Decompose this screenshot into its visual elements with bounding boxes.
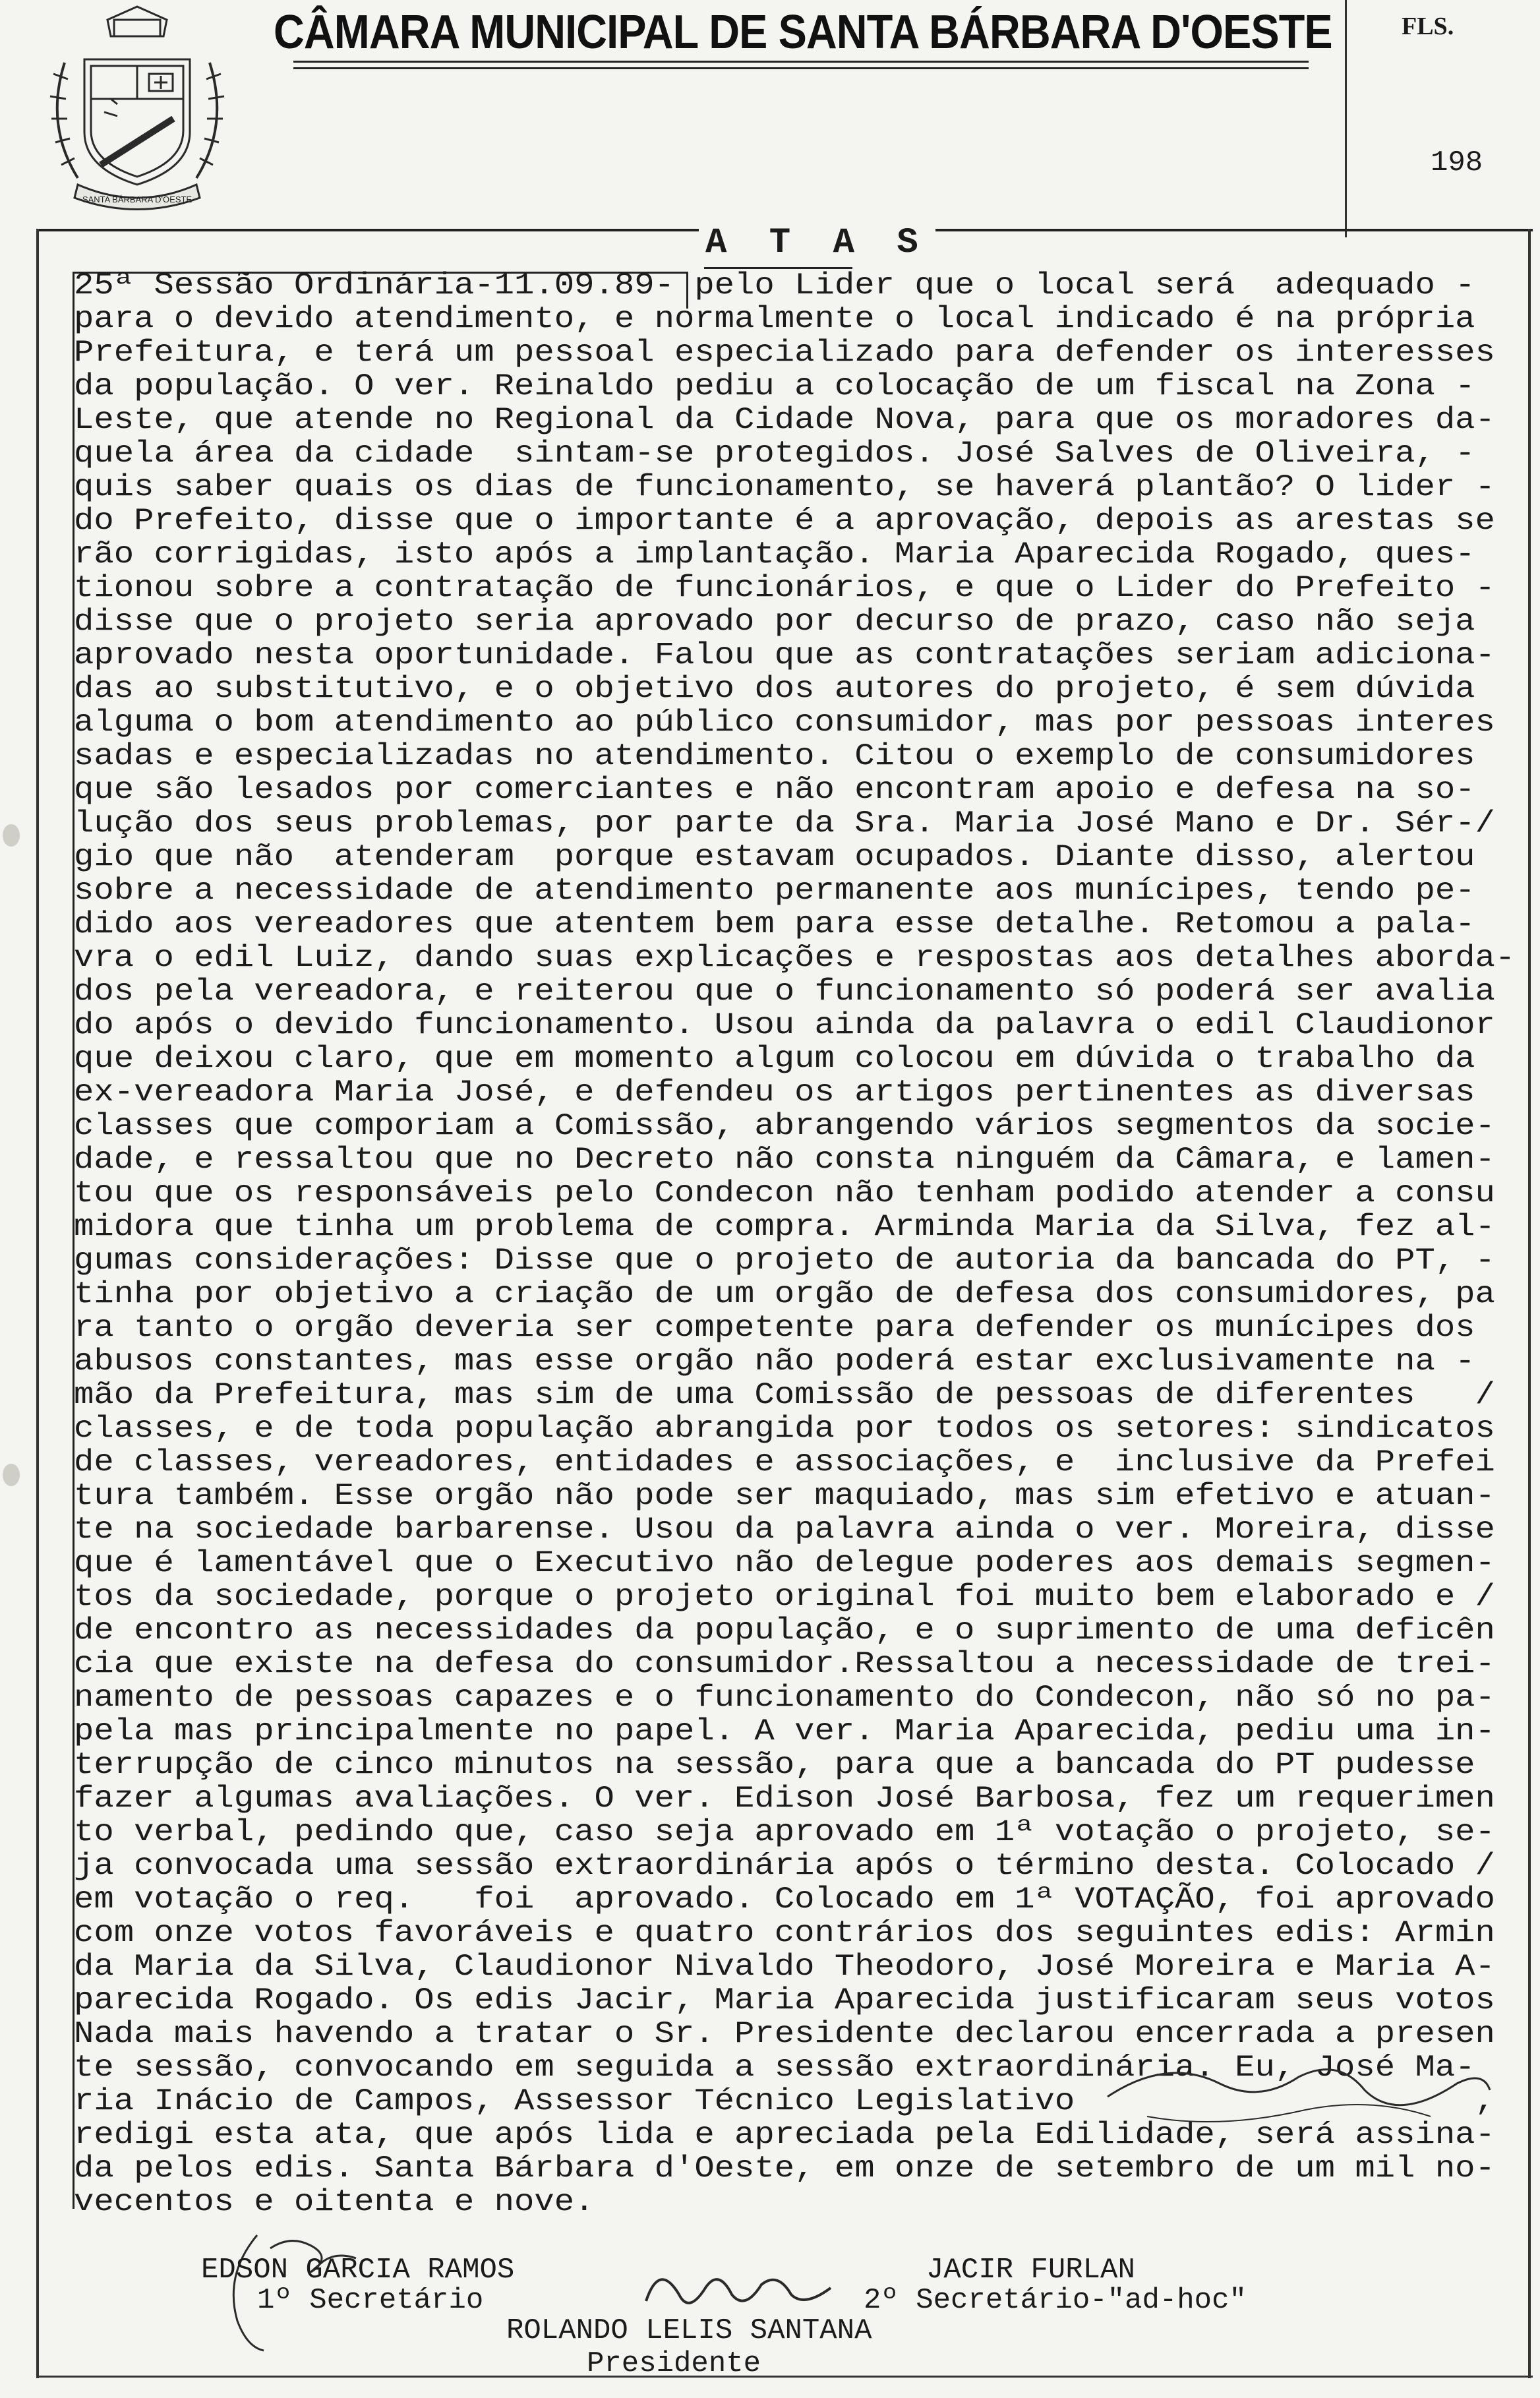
minutes-line: do Prefeito, disse que o importante é a aprovação, depois as arestas se xyxy=(74,504,1495,538)
minutes-line: com onze votos favoráveis e quatro contrários dos seguintes edis: Armin xyxy=(74,1916,1495,1950)
minutes-line: quela área da cidade sintam-se protegidos. José Salves de Oliveira, - xyxy=(74,436,1475,471)
minutes-line: namento de pessoas capazes e o funcionamento do Condecon, não só no pa- xyxy=(74,1681,1495,1715)
minutes-body xyxy=(74,269,1531,2219)
frame-left-border xyxy=(36,229,39,2378)
minutes-line: lução dos seus problemas, por parte da Sra. Maria José Mano e Dr. Sér-/ xyxy=(74,806,1495,841)
first-secretary-title: 1º Secretário xyxy=(257,2284,484,2317)
minutes-line: em votação o req. foi aprovado. Colocado em 1ª VOTAÇÃO, foi aprovado xyxy=(74,1882,1495,1917)
punch-hole-upper xyxy=(3,824,20,847)
minutes-line: da pelos edis. Santa Bárbara d'Oeste, em onze de setembro de um mil no- xyxy=(74,2151,1495,2186)
second-secretary-name: JACIR FURLAN xyxy=(926,2254,1135,2287)
minutes-line: ex-vereadora Maria José, e defendeu os artigos pertinentes as diversas xyxy=(74,1075,1475,1110)
page-number: 198 xyxy=(1431,146,1483,179)
minutes-line: fazer algumas avaliações. O ver. Edison José Barbosa, fez um requerimen xyxy=(74,1782,1495,1816)
minutes-line: da população. O ver. Reinaldo pediu a colocação de um fiscal na Zona - xyxy=(74,369,1475,404)
minutes-line: da Maria da Silva, Claudionor Nivaldo Theodoro, José Moreira e Maria A- xyxy=(74,1950,1495,1984)
minutes-line: do após o devido funcionamento. Usou ainda da palavra o edil Claudionor xyxy=(74,1008,1495,1042)
institution-title: CÂMARA MUNICIPAL DE SANTA BÁRBARA D'OESTE xyxy=(274,6,1332,59)
minutes-line: Nada mais havendo a tratar o Sr. Presidente declarou encerrada a presen xyxy=(74,2017,1495,2051)
title-rule-top xyxy=(293,61,1309,63)
fls-label: FLS. xyxy=(1402,13,1454,40)
frame-bottom-border xyxy=(36,2376,1533,2378)
title-rule-bottom xyxy=(293,67,1309,69)
minutes-line: gumas considerações: Disse que o projeto de autoria da bancada do PT, - xyxy=(74,1244,1495,1278)
minutes-line: rão corrigidas, isto após a implantação. Maria Aparecida Rogado, ques- xyxy=(74,537,1475,572)
minutes-line: disse que o projeto seria aprovado por decurso de prazo, caso não seja xyxy=(74,605,1475,639)
minutes-line: tos da sociedade, porque o projeto original foi muito bem elaborado e / xyxy=(74,1580,1495,1614)
minutes-line: dade, e ressaltou que no Decreto não consta ninguém da Câmara, e lamen- xyxy=(74,1143,1495,1177)
second-secretary-title: 2º Secretário-"ad-hoc" xyxy=(864,2284,1247,2317)
minutes-line: ja convocada uma sessão extraordinária após o término desta. Colocado / xyxy=(74,1849,1495,1883)
coat-of-arms-seal-icon xyxy=(38,0,236,211)
minutes-line: terrupção de cinco minutos na sessão, para que a bancada do PT pudesse xyxy=(74,1748,1475,1782)
minutes-line: te na sociedade barbarense. Usou da palavra ainda o ver. Moreira, disse xyxy=(74,1513,1495,1547)
minutes-line: vecentos e oitenta e nove. xyxy=(74,2185,595,2219)
section-heading: A T A S xyxy=(699,223,935,263)
minutes-line: dos pela vereadora, e reiterou que o funcionamento só poderá ser avalia xyxy=(74,974,1495,1009)
minutes-line: Prefeitura, e terá um pessoal especializado para defender os interesses xyxy=(74,336,1495,370)
minutes-line: parecida Rogado. Os edis Jacir, Maria Aparecida justificaram seus votos xyxy=(74,1983,1495,2018)
minutes-line: te sessão, convocando em seguida a sessão extraordinária. Eu, José Ma- xyxy=(74,2051,1475,2085)
minutes-line: para o devido atendimento, e normalmente o local indicado é na própria xyxy=(74,302,1475,336)
minutes-line: que é lamentável que o Executivo não delegue poderes aos demais segmen- xyxy=(74,1546,1495,1580)
minutes-line: pela mas principalmente no papel. A ver. Maria Aparecida, pediu uma in- xyxy=(74,1714,1495,1749)
minutes-line: midora que tinha um problema de compra. Arminda Maria da Silva, fez al- xyxy=(74,1210,1495,1244)
minutes-line: tinha por objetivo a criação de um orgão de defesa dos consumidores, pa xyxy=(74,1277,1495,1311)
president-name: ROLANDO LELIS SANTANA xyxy=(506,2314,872,2347)
minutes-line: que deixou claro, que em momento algum colocou em dúvida o trabalho da xyxy=(74,1042,1475,1076)
minutes-line: dido aos vereadores que atentem bem para esse detalhe. Retomou a pala- xyxy=(74,907,1475,942)
minutes-line: quis saber quais os dias de funcionamento, se haverá plantão? O lider - xyxy=(74,470,1495,504)
punch-hole-lower xyxy=(3,1464,20,1486)
minutes-line: de classes, vereadores, entidades e associações, e inclusive da Prefei xyxy=(74,1445,1495,1480)
minutes-line: to verbal, pedindo que, caso seja aprovado em 1ª votação o projeto, se- xyxy=(74,1815,1495,1849)
minutes-line: que são lesados por comerciantes e não encontram apoio e defesa na so- xyxy=(74,773,1475,807)
minutes-line: Leste, que atende no Regional da Cidade Nova, para que os moradores da- xyxy=(74,403,1495,437)
minutes-line: vra o edil Luiz, dando suas explicações e respostas aos detalhes aborda- xyxy=(74,941,1516,975)
minutes-line: das ao substitutivo, e o objetivo dos autores do projeto, é sem dúvida xyxy=(74,672,1475,706)
minutes-line: 25ª Sessão Ordinária-11.09.89- pelo Lider que o local será adequado - xyxy=(74,268,1475,303)
minutes-line: sadas e especializadas no atendimento. Citou o exemplo de consumidores xyxy=(74,739,1475,773)
minutes-line: aprovado nesta oportunidade. Falou que as contratações seriam adiciona- xyxy=(74,638,1495,673)
first-secretary-name: EDSON GARCIA RAMOS xyxy=(201,2254,515,2287)
minutes-line: abusos constantes, mas esse orgão não poderá estar exclusivamente na - xyxy=(74,1344,1475,1379)
minutes-line: classes que comporiam a Comissão, abrangendo vários segmentos da socie- xyxy=(74,1109,1495,1143)
president-title: Presidente xyxy=(587,2347,761,2380)
minutes-line: mão da Prefeitura, mas sim de uma Comissão de pessoas de diferentes / xyxy=(74,1378,1495,1412)
minutes-line: tionou sobre a contratação de funcionários, e que o Lider do Prefeito - xyxy=(74,571,1495,605)
secretary-handwritten-signature xyxy=(1088,2031,1496,2149)
header-divider xyxy=(1345,0,1347,237)
minutes-line: tou que os responsáveis pelo Condecon não tenham podido atender a consu xyxy=(74,1176,1495,1211)
minutes-line: de encontro as necessidades da população, e o suprimento de uma deficên xyxy=(74,1613,1495,1648)
minutes-line: ria Inácio de Campos, Assessor Técnico Legislativo , xyxy=(74,2084,1495,2118)
minutes-line: sobre a necessidade de atendimento permanente aos munícipes, tendo pe- xyxy=(74,874,1475,908)
seal-ribbon-text: SANTA BÁRBARA D'OESTE xyxy=(82,195,192,204)
minutes-line: ra tanto o orgão deveria ser competente para defender os munícipes dos xyxy=(74,1311,1475,1345)
minutes-line: tura também. Esse orgão não pode ser maquiado, mas sim efetivo e atuan- xyxy=(74,1479,1495,1513)
minutes-line: alguma o bom atendimento ao público consumidor, mas por pessoas interes xyxy=(74,705,1495,740)
minutes-line: redigi esta ata, que após lida e apreciada pela Edilidade, será assina- xyxy=(74,2118,1495,2152)
minutes-line: gio que não atenderam porque estavam ocupados. Diante disso, alertou xyxy=(74,840,1475,874)
minutes-line: cia que existe na defesa do consumidor.Ressaltou a necessidade de trei- xyxy=(74,1647,1495,1681)
minutes-line: classes, e de toda população abrangida por todos os setores: sindicatos xyxy=(74,1412,1495,1446)
